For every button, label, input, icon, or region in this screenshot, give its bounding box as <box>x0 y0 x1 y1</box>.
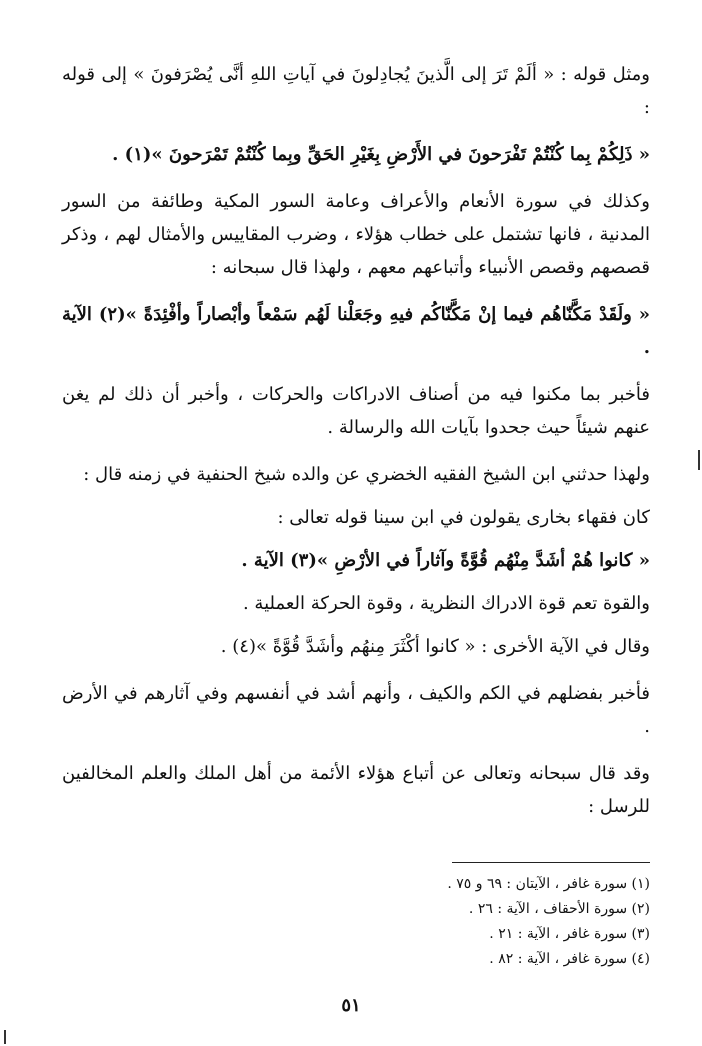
paragraph-other-verse: وقال في الآية الأخرى : « كانوا أكْثَرَ مِنهُم وأشَدَّ قُوَّةً »(٤) . <box>220 636 650 657</box>
quote-verse-3: « كانوا هُمْ أشَدَّ مِنْهُم قُوَّةً وآثاراً في الأرْضِ »(٣) الآية . <box>241 550 650 571</box>
footnote-2: (٢) سورة الأحقاف ، الآية : ٢٦ . <box>468 901 650 917</box>
footnotes <box>62 872 650 972</box>
paragraph-informed: فأخبر بما مكنوا فيه من أصناف الادراكات والحركات ، وأخبر أن ذلك لم يغن عنهم شيئاً حيث جحدوا بآيات الله والرسالة . <box>62 384 650 438</box>
scan-corner-mark <box>4 1030 6 1044</box>
scan-edge-mark <box>698 450 700 470</box>
paragraph-surahs: وكذلك في سورة الأنعام والأعراف وعامة السور المكية وطائفة من السور المدنية ، فانها تشتمل على خطاب هؤلاء ، وضرب المقاييس والأمثال لهم ، وذكر قصصهم وقصص الأنبياء وأتباعهم معهم ، ولهذا قال سبحانه : <box>62 191 650 278</box>
footnote-3: (٣) سورة غافر ، الآية : ٢١ . <box>489 926 650 942</box>
paragraph-bukhara: كان فقهاء بخارى يقولون في ابن سينا قوله تعالى : <box>277 507 650 528</box>
footnote-1: (١) سورة غافر ، الآيتان : ٦٩ و ٧٥ . <box>447 876 650 892</box>
footnote-divider <box>452 862 650 863</box>
quote-verse-1: « ذَلِكُمْ بِما كُنْتُمْ تَفْرَحونَ في الأَرْضِ بِغَيْرِ الحَقِّ وبِما كُنْتُمْ تَمْرَحونَ »(١) . <box>112 144 650 165</box>
paragraph-narration: ولهذا حدثني ابن الشيخ الفقيه الخضري عن والده شيخ الحنفية في زمنه قال : <box>83 464 650 485</box>
footnote-4: (٤) سورة غافر ، الآية : ٨٢ . <box>489 951 650 967</box>
paragraph-strength: والقوة تعم قوة الادراك النظرية ، وقوة الحركة العملية . <box>242 593 650 614</box>
paragraph-followers: وقد قال سبحانه وتعالى عن أتباع هؤلاء الأئمة من أهل الملك والعلم المخالفين للرسل : <box>62 763 650 817</box>
paragraph-virtue: فأخبر بفضلهم في الكم والكيف ، وأنهم أشد في أنفسهم وفي آثارهم في الأرض . <box>62 683 651 737</box>
quote-verse-2: « ولَقَدْ مَكَّنّاهُم فيما إنْ مَكَّنّاكُم فيهِ وجَعَلْنا لَهُم سَمْعاً وأبْصاراً وأفْئِدَةً »(٢) الآية . <box>62 304 650 358</box>
paragraph-intro: ومثل قوله : « ألَمْ تَرَ إلى الَّذينَ يُجادِلونَ في آياتِ اللهِ أنَّى يُصْرَفونَ » إلى قوله : <box>62 64 650 118</box>
page-number: ٥١ <box>341 995 361 1016</box>
page-body <box>62 58 650 837</box>
